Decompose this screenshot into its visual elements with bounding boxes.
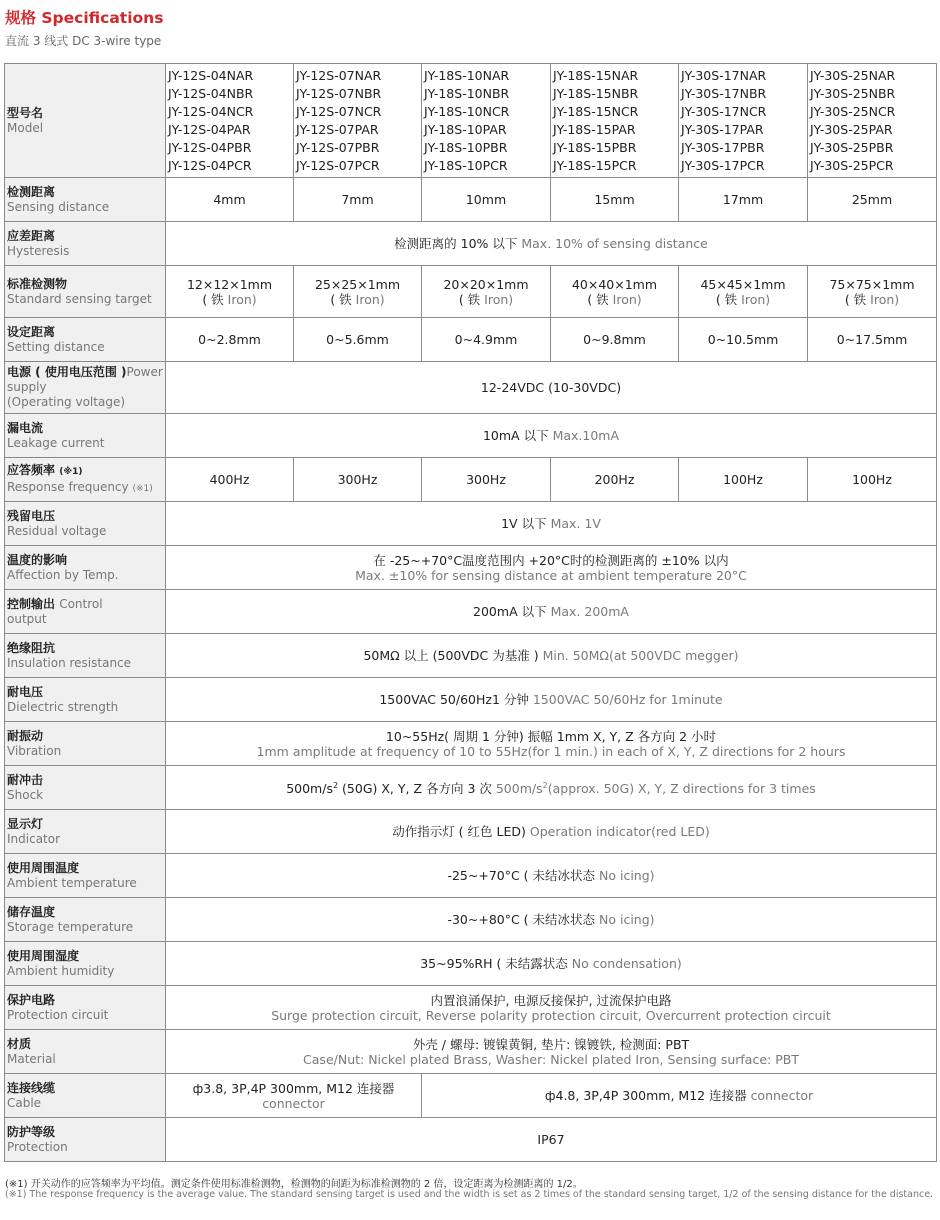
- label-zh: 连接线缆: [7, 1080, 56, 1095]
- value-cell: [166, 546, 937, 590]
- note-marker: (※1): [59, 466, 83, 477]
- material-en: Iron): [870, 291, 900, 307]
- value-en: 1500VAC 50/60Hz for 1minute: [532, 692, 723, 707]
- material-en: Iron): [484, 291, 514, 307]
- row-label: [5, 362, 166, 414]
- row-label: [5, 1118, 166, 1162]
- protection-row: [5, 1118, 937, 1162]
- label-en: Standard sensing target: [7, 291, 152, 306]
- value-zh: ф3.8, 3P,4P 300mm, M12 连接器: [192, 1080, 395, 1096]
- model-name: JY-12S-04NCR: [168, 103, 254, 119]
- model-name: JY-12S-07PAR: [296, 121, 379, 137]
- value-cell: [166, 502, 937, 546]
- material-row: [5, 1030, 937, 1074]
- model-name: JY-12S-04PBR: [168, 139, 252, 155]
- label-en: Shock: [7, 787, 44, 802]
- value-cell: [166, 942, 937, 986]
- storage-temperature-row: [5, 898, 937, 942]
- row-label: [5, 64, 166, 178]
- value-cell: [166, 766, 937, 810]
- row-label: [5, 458, 166, 502]
- superscript: 2: [332, 781, 339, 791]
- row-label: [5, 266, 166, 318]
- model-name: JY-30S-17PCR: [681, 157, 765, 173]
- label-en: Dielectric strength: [7, 699, 119, 714]
- row-label: [5, 318, 166, 362]
- target-size: 25×25×1mm: [314, 276, 401, 292]
- value-zh: 35~95%RH ( 未结露状态: [420, 956, 568, 971]
- model-name: JY-18S-10NAR: [424, 67, 510, 83]
- value-cell: [166, 854, 937, 898]
- label-en: Affection by Temp.: [7, 567, 119, 582]
- model-name: JY-18S-15NBR: [553, 85, 639, 101]
- target-material: [296, 292, 419, 307]
- label-en: Hysteresis: [7, 243, 70, 258]
- model-name: JY-30S-25NBR: [810, 85, 896, 101]
- value-cell: [166, 590, 937, 634]
- value-cell: [551, 266, 679, 318]
- model-name: JY-30S-17NCR: [681, 103, 767, 119]
- value-zh: -30~+80°C ( 未结冰状态: [447, 912, 596, 927]
- value-cell: 0~5.6mm: [294, 318, 422, 362]
- target-material: [810, 292, 934, 307]
- specifications-table: [4, 63, 937, 1162]
- model-name: JY-12S-04PAR: [168, 121, 251, 137]
- model-name: JY-18S-10PCR: [424, 157, 508, 173]
- model-name: JY-12S-07NAR: [296, 67, 382, 83]
- value-en: Max. 10% of sensing distance: [521, 236, 708, 251]
- value-cell: 4mm: [166, 178, 294, 222]
- temp-affection-row: [5, 546, 937, 590]
- value-zh-b: (50G) X, Y, Z 各方向 3 次: [338, 781, 496, 797]
- value-cell: [294, 266, 422, 318]
- value-zh: 1500VAC 50/60Hz1 分钟: [379, 692, 529, 707]
- value-cell: 200Hz: [551, 458, 679, 502]
- value-cell: 0~10.5mm: [679, 318, 808, 362]
- value-cell: [166, 678, 937, 722]
- model-cell: [294, 64, 422, 178]
- model-name: JY-12S-04NBR: [168, 85, 254, 101]
- row-label: [5, 810, 166, 854]
- value-cell: 100Hz: [808, 458, 937, 502]
- standard-target-row: [5, 266, 937, 318]
- model-name: JY-30S-17NBR: [681, 85, 767, 101]
- value-cell: [679, 266, 808, 318]
- value-cell: 400Hz: [166, 458, 294, 502]
- model-cell: [422, 64, 551, 178]
- protection-circuit-row: [5, 986, 937, 1030]
- model-name: JY-30S-17PBR: [681, 139, 765, 155]
- label-en: supply: [7, 380, 47, 394]
- label-zh: 材质: [7, 1036, 32, 1051]
- label-en-2: (Operating voltage): [7, 395, 126, 409]
- value-en: connector: [262, 1095, 325, 1111]
- label-en: Residual voltage: [7, 523, 107, 538]
- value-en: Surge protection circuit, Reverse polarity protection circuit, Overcurrent protection circuit: [271, 1007, 831, 1023]
- value-zh: 在 -25~+70°C温度范围内 +20°C时的检测距离的 ±10% 以内: [373, 552, 729, 568]
- label-en-inline: Power: [126, 365, 163, 379]
- value-cell: [166, 634, 937, 678]
- model-name: JY-12S-04PCR: [168, 157, 252, 173]
- label-zh: 检测距离: [7, 184, 56, 199]
- value-cell: 0~2.8mm: [166, 318, 294, 362]
- value-cell: [166, 414, 937, 458]
- value-en: Operation indicator(red LED): [529, 824, 710, 839]
- value-cell: 15mm: [551, 178, 679, 222]
- label-en: Model: [7, 120, 44, 135]
- value-zh-a: 500m/s: [286, 781, 333, 797]
- target-size: 12×12×1mm: [186, 276, 273, 292]
- label-zh: 使用周围温度: [7, 860, 80, 875]
- value-en: Min. 50MΩ(at 500VDC megger): [542, 648, 739, 663]
- row-label: [5, 722, 166, 766]
- target-size: 20×20×1mm: [443, 276, 529, 292]
- label-en-text: Response frequency: [7, 479, 129, 494]
- value-cell: 7mm: [294, 178, 422, 222]
- label-en-inline: Control: [59, 596, 103, 611]
- dielectric-row: [5, 678, 937, 722]
- ambient-temperature-row: [5, 854, 937, 898]
- label-zh: 残留电压: [7, 508, 56, 523]
- note-marker: (※1): [132, 483, 153, 494]
- superscript: 2: [542, 781, 548, 791]
- target-material: [553, 292, 676, 307]
- value-zh: 200mA 以下: [473, 604, 547, 619]
- value-cell: [166, 222, 937, 266]
- value-cell: 10mm: [422, 178, 551, 222]
- value-cell: 300Hz: [294, 458, 422, 502]
- label-en: Protection: [7, 1139, 68, 1154]
- label-zh: 温度的影响: [7, 552, 68, 567]
- label-zh: 标准检测物: [7, 276, 68, 291]
- label-en: Setting distance: [7, 339, 105, 354]
- row-label: [5, 898, 166, 942]
- control-output-row: [5, 590, 937, 634]
- material-zh: ( 铁: [458, 291, 481, 307]
- value-en: 1mm amplitude at frequency of 10 to 55Hz(for 1 min.) in each of X, Y, Z directions for 2 hours: [256, 743, 846, 759]
- label-en: Sensing distance: [7, 199, 110, 214]
- model-name: JY-18S-10PAR: [424, 121, 507, 137]
- value-en: Max.10mA: [552, 428, 620, 443]
- value-cell: 0~17.5mm: [808, 318, 937, 362]
- label-en: Indicator: [7, 831, 61, 846]
- material-zh: ( 铁: [330, 291, 352, 307]
- label-en: [7, 480, 163, 497]
- label-en: Protection circuit: [7, 1007, 109, 1022]
- label-en: Storage temperature: [7, 919, 134, 934]
- value-zh: ф4.8, 3P,4P 300mm, M12 连接器: [544, 1088, 747, 1103]
- model-name: JY-18S-15PAR: [553, 121, 636, 137]
- label-zh: [7, 597, 163, 612]
- row-label: [5, 634, 166, 678]
- row-label: [5, 222, 166, 266]
- label-zh: 使用周围湿度: [7, 948, 80, 963]
- value-cell: [166, 810, 937, 854]
- model-name: JY-12S-07PBR: [296, 139, 380, 155]
- row-label: [5, 590, 166, 634]
- model-name: JY-30S-25NAR: [810, 67, 896, 83]
- ambient-humidity-row: [5, 942, 937, 986]
- value-cell: 0~4.9mm: [422, 318, 551, 362]
- value-cell: [166, 722, 937, 766]
- label-zh-text: 控制输出: [7, 596, 56, 611]
- page-subtitle: 直流 3 线式 DC 3-wire type: [5, 34, 162, 48]
- target-material: [424, 292, 548, 307]
- material-en: Iron): [741, 291, 771, 307]
- value-cell: [808, 266, 937, 318]
- label-en: Ambient temperature: [7, 875, 137, 890]
- model-cell: [551, 64, 679, 178]
- vibration-row: [5, 722, 937, 766]
- value-cell: 17mm: [679, 178, 808, 222]
- row-label: [5, 678, 166, 722]
- shock-row: [5, 766, 937, 810]
- value-cell: 0~9.8mm: [551, 318, 679, 362]
- value-cell: IP67: [166, 1118, 937, 1162]
- row-label: [5, 414, 166, 458]
- row-label: [5, 942, 166, 986]
- model-cell: [808, 64, 937, 178]
- label-zh: 耐电压: [7, 684, 44, 699]
- label-zh: 储存温度: [7, 904, 56, 919]
- value-cell: [166, 898, 937, 942]
- label-zh-text: 应答频率: [7, 462, 56, 477]
- model-name: JY-30S-25PAR: [810, 121, 893, 137]
- page-title: 规格 Specifications: [5, 9, 164, 27]
- row-label: [5, 1074, 166, 1118]
- value-cell: [166, 986, 937, 1030]
- value-zh: 1V 以下: [501, 516, 547, 531]
- cable-row: [5, 1074, 937, 1118]
- model-name: JY-18S-10NBR: [424, 85, 510, 101]
- row-label: [5, 854, 166, 898]
- value-en: connector: [750, 1088, 814, 1103]
- model-name: JY-18S-15NCR: [553, 103, 639, 119]
- label-en: Insulation resistance: [7, 655, 132, 670]
- label-zh: 耐冲击: [7, 772, 44, 787]
- row-label: [5, 502, 166, 546]
- label-zh: 应差距离: [7, 228, 56, 243]
- label-zh: 绝缘阻抗: [7, 640, 56, 655]
- label-zh: 防护等级: [7, 1124, 56, 1139]
- material-en: Iron): [355, 291, 385, 307]
- material-zh: ( 铁: [844, 291, 867, 307]
- label-zh: 型号名: [7, 105, 44, 120]
- label-zh-text: 电源 ( 使用电压范围 ): [7, 365, 127, 379]
- value-en-a: 500m/s: [495, 781, 543, 797]
- model-name: JY-30S-17NAR: [681, 67, 767, 83]
- value-zh: 外壳 / 螺母: 镀镍黄铜, 垫片: 镍镀铁, 检测面: PBT: [412, 1036, 690, 1052]
- value-cell: 100Hz: [679, 458, 808, 502]
- value-zh: 检测距离的 10% 以下: [394, 236, 518, 251]
- model-name: JY-30S-25PCR: [810, 157, 894, 173]
- label-en: Vibration: [7, 743, 62, 758]
- value-zh: 50MΩ 以上 (500VDC 为基准 ): [363, 648, 539, 663]
- value-zh: 内置浪涌保护, 电源反接保护, 过流保护电路: [430, 992, 672, 1008]
- label-zh: [7, 365, 163, 380]
- insulation-row: [5, 634, 937, 678]
- residual-voltage-row: [5, 502, 937, 546]
- value-en: Case/Nut: Nickel plated Brass, Washer: Nickel plated Iron, Sensing surface: PBT: [303, 1051, 799, 1067]
- indicator-row: [5, 810, 937, 854]
- row-label: [5, 766, 166, 810]
- material-zh: ( 铁: [587, 291, 609, 307]
- model-name: JY-18S-10NCR: [424, 103, 510, 119]
- model-name: JY-30S-25PBR: [810, 139, 894, 155]
- row-label: [5, 1030, 166, 1074]
- response-frequency-row: [5, 458, 937, 502]
- label-en: Leakage current: [7, 435, 105, 450]
- value-cell: 12-24VDC (10-30VDC): [166, 362, 937, 414]
- value-en: No condensation): [571, 956, 682, 971]
- model-name: JY-12S-07NCR: [296, 103, 382, 119]
- value-cell: [166, 1074, 422, 1118]
- value-cell: [166, 266, 294, 318]
- value-cell: 300Hz: [422, 458, 551, 502]
- label-en: output: [7, 611, 47, 626]
- label-en: Cable: [7, 1095, 42, 1110]
- row-label: [5, 986, 166, 1030]
- model-cell: [679, 64, 808, 178]
- value-en: Max. 1V: [550, 516, 601, 531]
- model-name: JY-18S-15PCR: [553, 157, 637, 173]
- value-zh: 动作指示灯 ( 红色 LED): [392, 824, 526, 839]
- footnote-zh: (※1) 开关动作的应答频率为平均值。测定条件使用标准检测物，检测物的间距为标准检测物的 2 倍，设定距离为检测距离的 1/2。: [5, 1179, 583, 1190]
- model-name: JY-30S-17PAR: [681, 121, 764, 137]
- model-name: JY-18S-15PBR: [553, 139, 637, 155]
- label-en: Ambient humidity: [7, 963, 115, 978]
- model-name: JY-18S-10PBR: [424, 139, 508, 155]
- leakage-row: [5, 414, 937, 458]
- value-cell: [422, 266, 551, 318]
- material-en: Iron): [612, 291, 642, 307]
- row-label: [5, 178, 166, 222]
- material-zh: ( 铁: [202, 291, 224, 307]
- material-en: Iron): [227, 291, 257, 307]
- model-name: JY-12S-07NBR: [296, 85, 382, 101]
- label-en: Material: [7, 1051, 56, 1066]
- target-material: [681, 292, 805, 307]
- label-zh: 设定距离: [7, 324, 56, 339]
- value-en: Max. ±10% for sensing distance at ambient temperature 20°C: [355, 567, 747, 583]
- value-en: No icing): [599, 912, 655, 927]
- value-en-b: (approx. 50G) X, Y, Z directions for 3 times: [547, 781, 816, 797]
- target-size: 40×40×1mm: [571, 276, 658, 292]
- label-zh: [7, 463, 163, 480]
- value-cell: [166, 1030, 937, 1074]
- target-material: [168, 292, 291, 307]
- label-zh: 保护电路: [7, 992, 56, 1007]
- value-cell: [422, 1074, 937, 1118]
- model-name: JY-30S-25NCR: [810, 103, 896, 119]
- label-zh: 漏电流: [7, 420, 44, 435]
- sensing-distance-row: [5, 178, 937, 222]
- value-zh: -25~+70°C ( 未结冰状态: [447, 868, 596, 883]
- row-label: [5, 546, 166, 590]
- model-name: JY-12S-04NAR: [168, 67, 254, 83]
- material-zh: ( 铁: [715, 291, 738, 307]
- setting-distance-row: [5, 318, 937, 362]
- power-supply-row: [5, 362, 937, 414]
- target-size: 45×45×1mm: [700, 276, 786, 292]
- footnote-en: (※1) The response frequency is the average value. The standard sensing target is used and the width is set as 2 times of the standard sensing target, 1/2 of the sensing distance for the distance.: [5, 1189, 934, 1200]
- model-row: [5, 64, 937, 178]
- value-en: Max. 200mA: [550, 604, 629, 619]
- label-zh: 耐振动: [7, 728, 44, 743]
- value-zh: 10mA 以下: [482, 428, 549, 443]
- model-name: JY-12S-07PCR: [296, 157, 380, 173]
- model-name: JY-18S-15NAR: [553, 67, 639, 83]
- value-zh: 10~55Hz( 周期 1 分钟) 振幅 1mm X, Y, Z 各方向 2 小时: [385, 728, 717, 744]
- hysteresis-row: [5, 222, 937, 266]
- value-en: No icing): [599, 868, 655, 883]
- model-cell: [166, 64, 294, 178]
- value-cell: 25mm: [808, 178, 937, 222]
- label-zh: 显示灯: [7, 816, 44, 831]
- target-size: 75×75×1mm: [829, 276, 915, 292]
